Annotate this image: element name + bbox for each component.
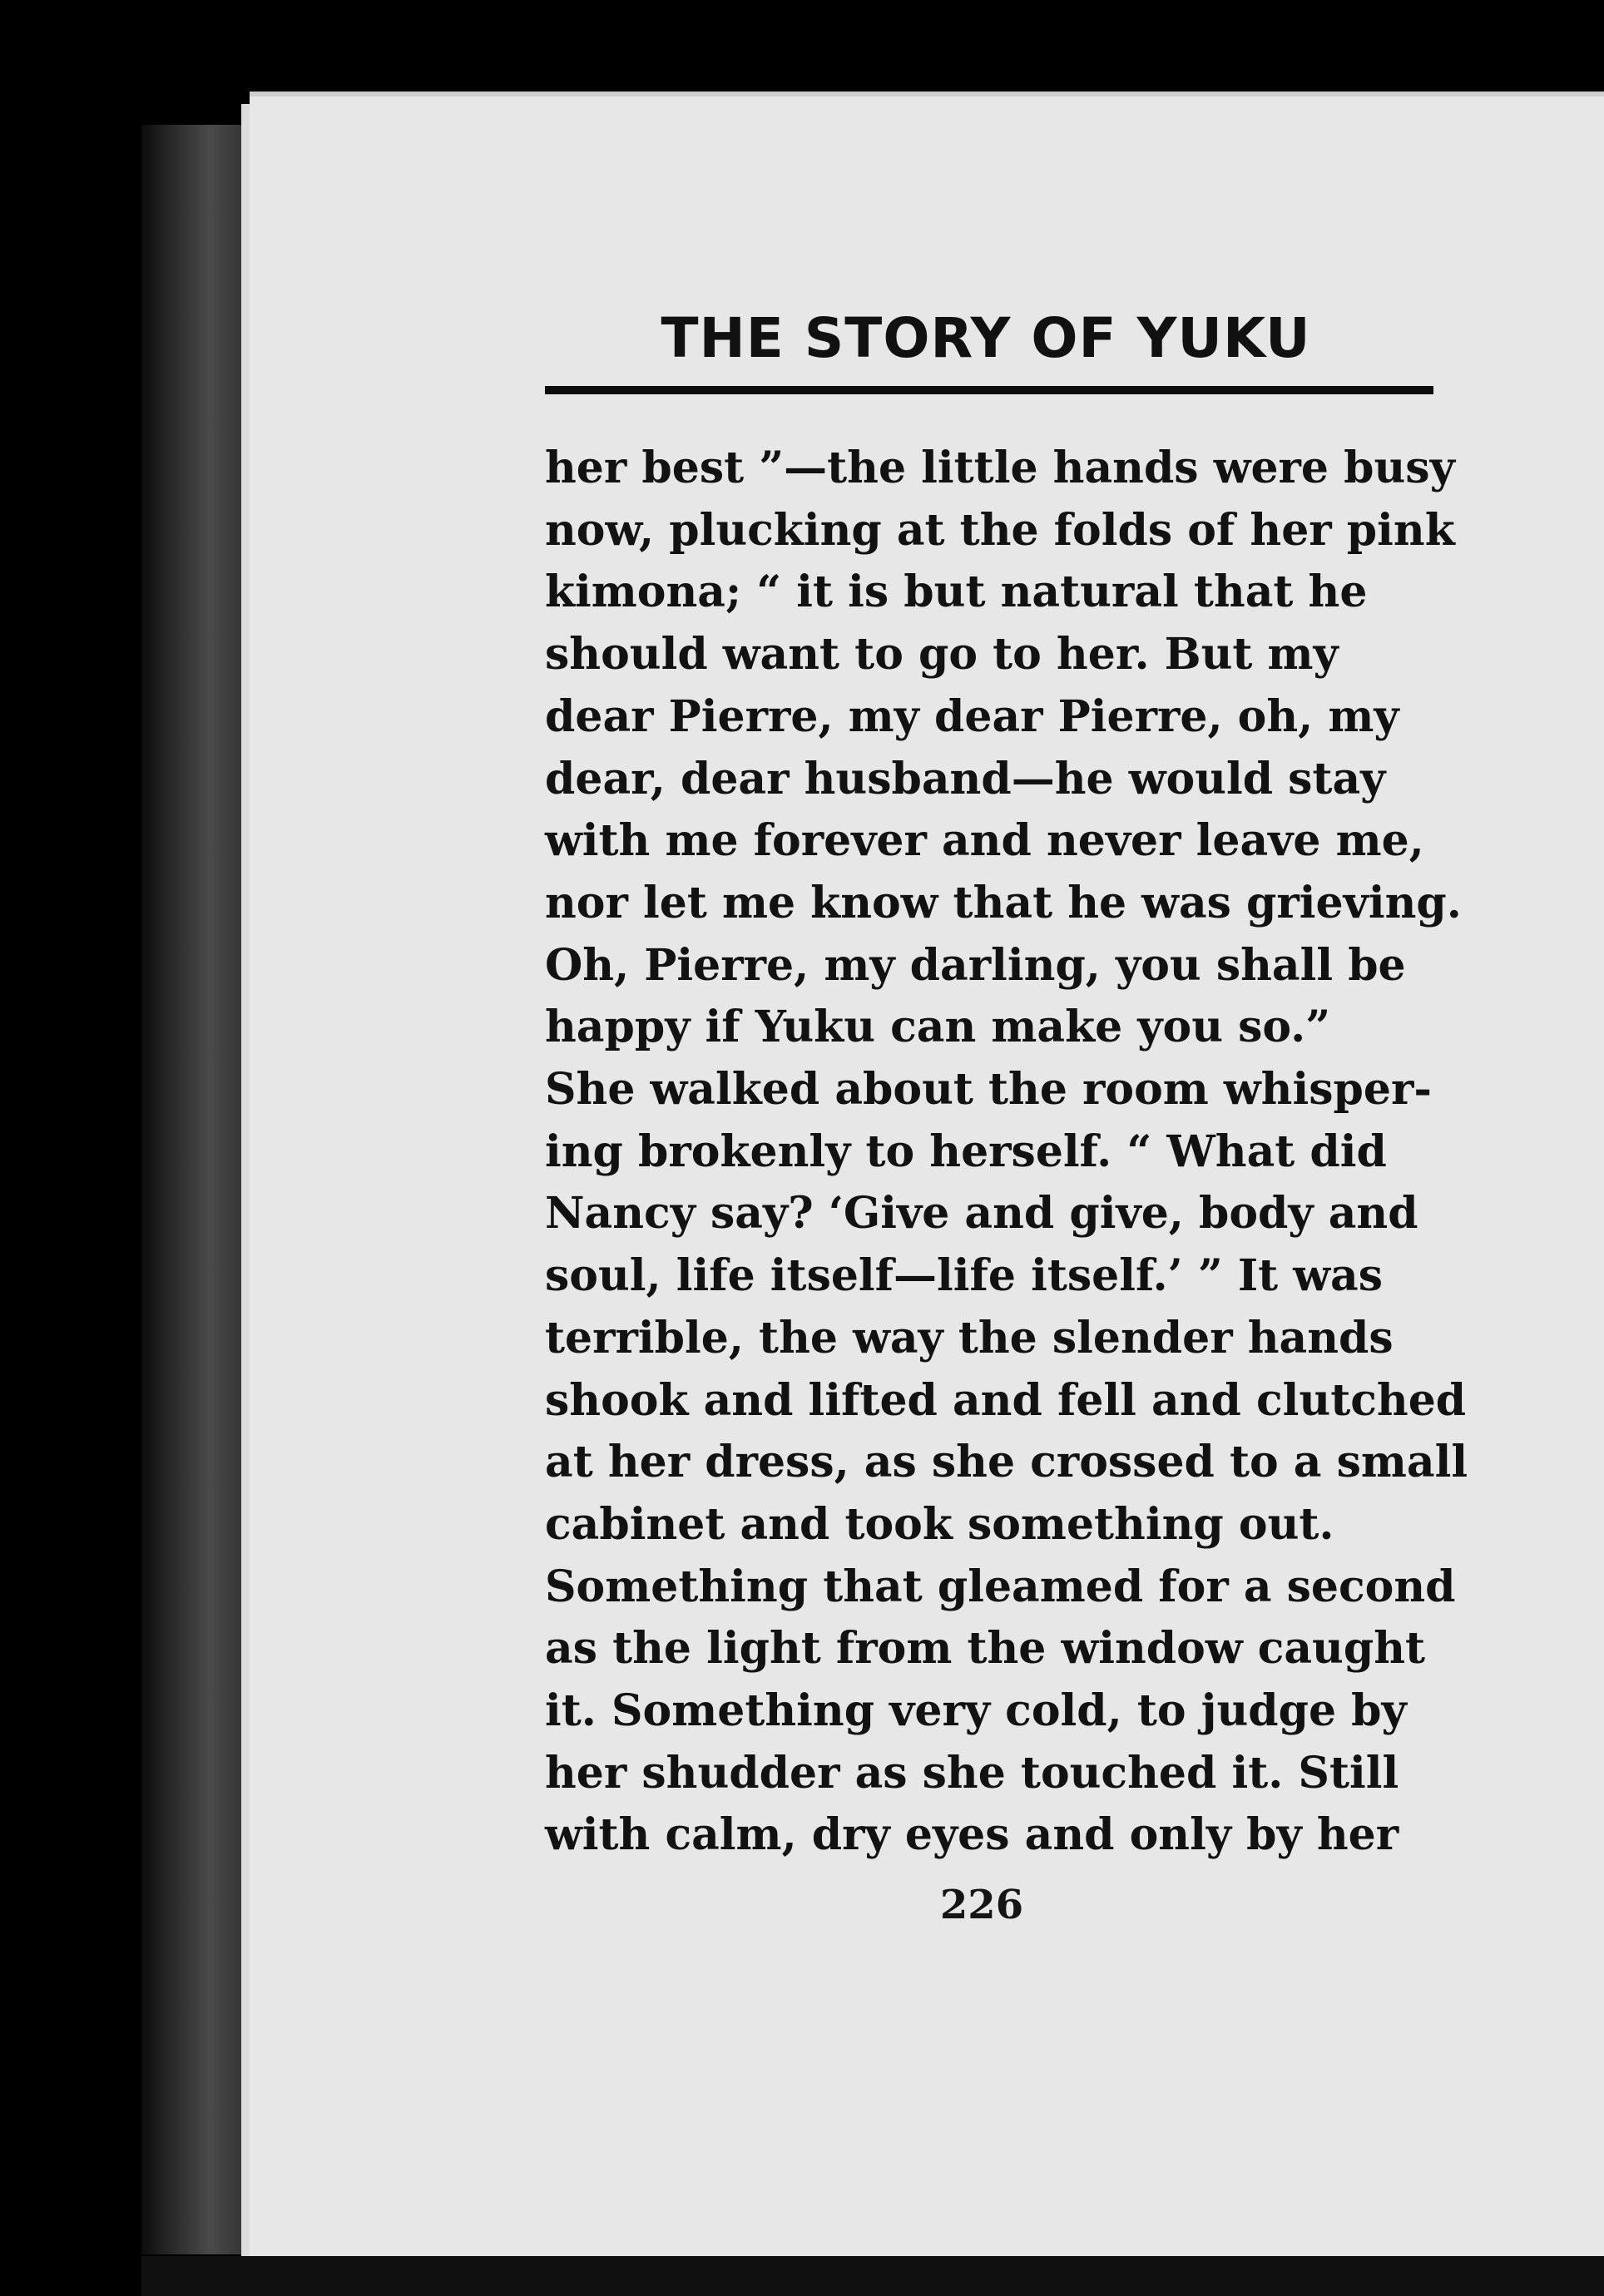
page-number: 226 xyxy=(939,1882,1024,1928)
text-line: soul, life itself—life itself.’ ” It was xyxy=(545,1250,1384,1302)
bottom-edge xyxy=(141,2256,1604,2296)
text-line: it. Something very cold, to judge by xyxy=(545,1685,1407,1737)
text-line: should want to go to her. But my xyxy=(545,629,1339,680)
header-rule xyxy=(545,386,1433,394)
text-line: happy if Yuku can make you so.” xyxy=(545,1002,1331,1053)
text-line: Something that gleamed for a second xyxy=(545,1561,1456,1612)
text-line: her shudder as she touched it. Still xyxy=(545,1747,1399,1799)
text-line: dear Pierre, my dear Pierre, oh, my xyxy=(545,690,1399,742)
text-line: her best ”—the little hands were busy xyxy=(545,443,1455,493)
text-line: with calm, dry eyes and only by her xyxy=(545,1809,1399,1861)
text-line: with me forever and never leave me, xyxy=(545,815,1424,867)
body-text xyxy=(545,438,1468,1867)
text-line: Nancy say? ‘Give and give, body and xyxy=(545,1188,1418,1240)
text-line: She walked about the room whisper- xyxy=(545,1064,1432,1116)
text-line: ing brokenly to herself. “ What did xyxy=(545,1126,1387,1177)
text-line: kimona; “ it is but natural that he xyxy=(545,567,1368,618)
text-line: nor let me know that he was grieving. xyxy=(545,877,1462,928)
text-line: Oh, Pierre, my darling, you shall be xyxy=(545,939,1406,991)
text-line: now, plucking at the folds of her pink xyxy=(545,504,1455,556)
running-head: THE STORY OF YUKU xyxy=(661,306,1311,370)
text-line: shook and lifted and fell and clutched xyxy=(545,1374,1467,1426)
text-line: as the light from the window caught xyxy=(545,1623,1426,1675)
text-line: terrible, the way the slender hands xyxy=(545,1312,1394,1363)
text-line: dear, dear husband—he would stay xyxy=(545,753,1386,804)
text-line: cabinet and took something out. xyxy=(545,1498,1334,1550)
text-line: at her dress, as she crossed to a small xyxy=(545,1437,1468,1488)
